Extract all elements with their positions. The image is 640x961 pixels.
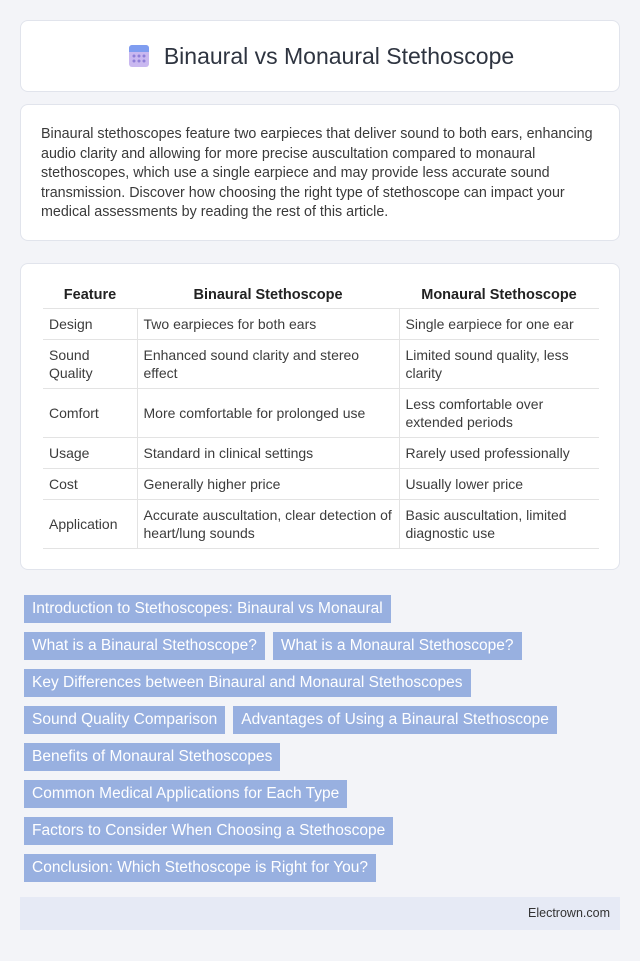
- table-row: [43, 468, 599, 499]
- table-cell: Limited sound quality, less clarity: [399, 339, 599, 388]
- table-cell: Enhanced sound clarity and stereo effect: [137, 339, 399, 388]
- header-monaural: Monaural Stethoscope: [399, 282, 599, 308]
- table-cell: Comfort: [43, 388, 137, 437]
- table-cell: Less comfortable over extended periods: [399, 388, 599, 437]
- page-title: Binaural vs Monaural Stethoscope: [163, 42, 515, 69]
- table-row: [43, 499, 599, 548]
- calculator-icon: [126, 43, 152, 69]
- tag-applications[interactable]: Common Medical Applications for Each Type: [24, 780, 347, 808]
- header-feature: Feature: [43, 282, 137, 308]
- table-row: [43, 388, 599, 437]
- tag-what-is-binaural[interactable]: What is a Binaural Stethoscope?: [24, 632, 265, 660]
- tag-sound-quality[interactable]: Sound Quality Comparison: [24, 706, 225, 734]
- tag-factors[interactable]: Factors to Consider When Choosing a Stethoscope: [24, 817, 393, 845]
- table-cell: Standard in clinical settings: [137, 437, 399, 468]
- intro-card: [20, 104, 620, 241]
- table-row: [43, 308, 599, 339]
- table-header-row: [43, 282, 599, 308]
- table-cell: Cost: [43, 468, 137, 499]
- table-cell: Design: [43, 308, 137, 339]
- tag-introduction[interactable]: Introduction to Stethoscopes: Binaural vs Monaural: [24, 595, 391, 623]
- table-cell: Rarely used professionally: [399, 437, 599, 468]
- table-cell: Generally higher price: [137, 468, 399, 499]
- table-cell: Usually lower price: [399, 468, 599, 499]
- tag-what-is-monaural[interactable]: What is a Monaural Stethoscope?: [273, 632, 522, 660]
- tag-conclusion[interactable]: Conclusion: Which Stethoscope is Right for You?: [24, 854, 376, 882]
- tag-advantages-binaural[interactable]: Advantages of Using a Binaural Stethoscope: [233, 706, 557, 734]
- footer-site[interactable]: Electrown.com: [528, 906, 610, 920]
- table-cell: Application: [43, 499, 137, 548]
- comparison-table: [43, 282, 599, 549]
- table-cell: Basic auscultation, limited diagnostic use: [399, 499, 599, 548]
- intro-paragraph: Binaural stethoscopes feature two earpieces that deliver sound to both ears, enhancing audio clarity and allowing for more precise auscultation compared to monaural stethoscopes, which use a single earpiece and may provide less accurate sound transmission. Discover how choosing the right type of stethoscope can impact your medical assessments by reading the rest of this article.: [41, 126, 593, 220]
- table-cell: Sound Quality: [43, 339, 137, 388]
- table-row: [43, 437, 599, 468]
- table-cell: Single earpiece for one ear: [399, 308, 599, 339]
- table-cell: Accurate auscultation, clear detection of heart/lung sounds: [137, 499, 399, 548]
- table-row: [43, 339, 599, 388]
- table-cell: More comfortable for prolonged use: [137, 388, 399, 437]
- header-binaural: Binaural Stethoscope: [137, 282, 399, 308]
- topic-tags: [24, 595, 604, 891]
- footer: [20, 897, 620, 930]
- table-cell: Two earpieces for both ears: [137, 308, 399, 339]
- comparison-table-card: [20, 263, 620, 570]
- tag-benefits-monaural[interactable]: Benefits of Monaural Stethoscopes: [24, 743, 280, 771]
- title-card: [20, 20, 620, 92]
- tag-key-differences[interactable]: Key Differences between Binaural and Monaural Stethoscopes: [24, 669, 471, 697]
- table-cell: Usage: [43, 437, 137, 468]
